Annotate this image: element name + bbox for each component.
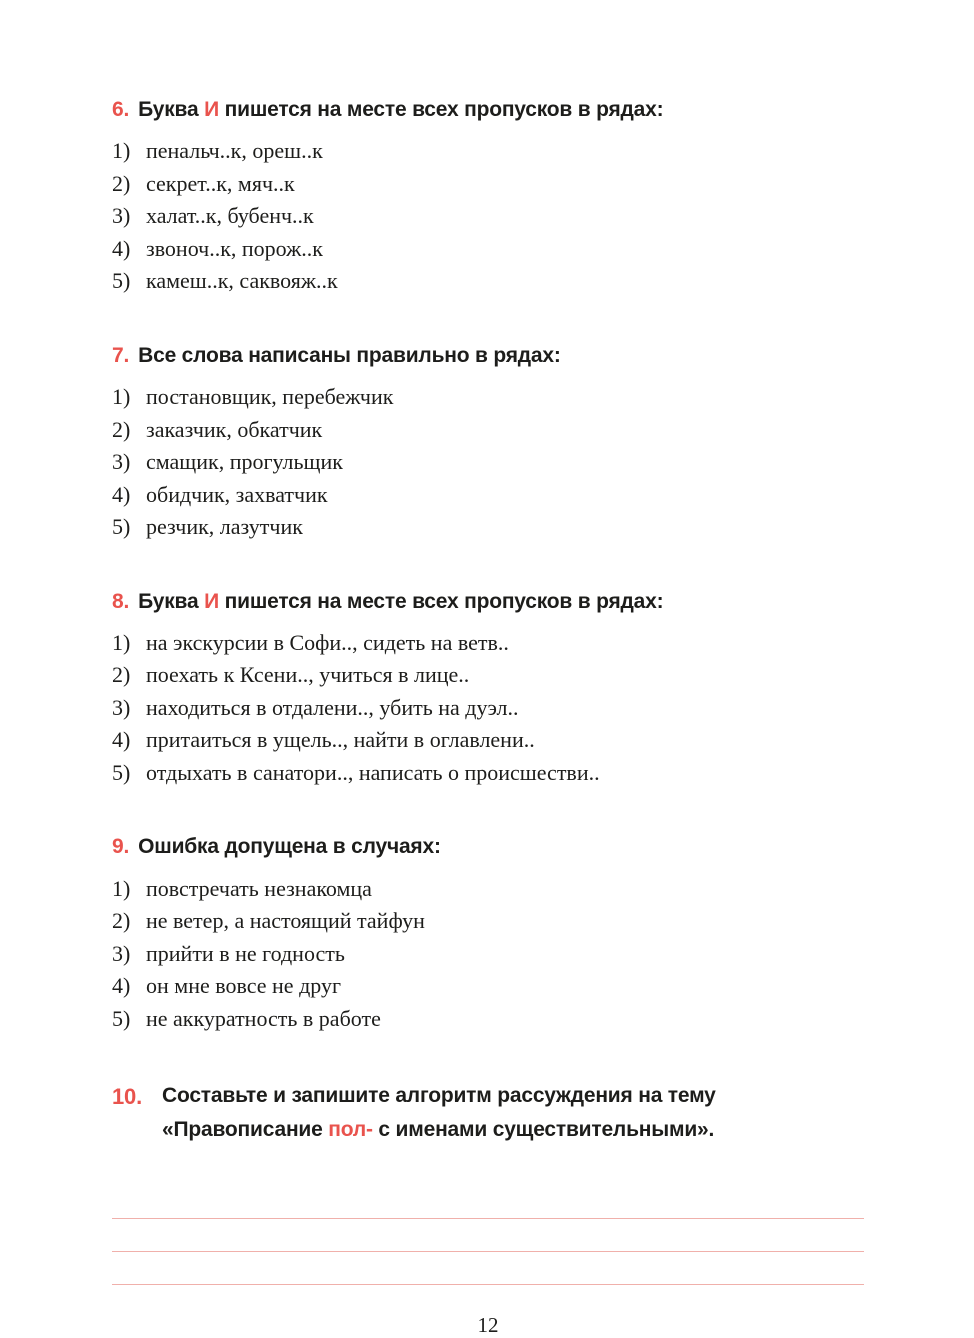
exercise-number: 9. bbox=[112, 835, 130, 859]
list-item bbox=[112, 905, 864, 938]
item-number: 1) bbox=[112, 629, 131, 655]
item-text: не ветер, а настоящий тайфун bbox=[146, 908, 425, 934]
item-text: поехать к Ксени.., учиться в лице.. bbox=[146, 662, 470, 688]
list-item bbox=[112, 659, 864, 692]
exercise-title-accent: И bbox=[204, 98, 219, 121]
list-item bbox=[112, 200, 864, 233]
list-item bbox=[112, 970, 864, 1003]
exercise-heading bbox=[112, 588, 864, 615]
item-number: 4) bbox=[112, 481, 131, 507]
item-text: заказчик, обкатчик bbox=[146, 416, 323, 442]
item-text: повстречать незнакомца bbox=[146, 875, 372, 901]
item-text: не аккуратность в работе bbox=[146, 1005, 381, 1031]
item-text: притаиться в ущель.., найти в оглавлени.. bbox=[146, 727, 535, 753]
list-item bbox=[112, 724, 864, 757]
exercise-items bbox=[112, 873, 864, 1036]
exercise-10 bbox=[112, 1079, 864, 1146]
item-text: обидчик, захватчик bbox=[146, 481, 328, 507]
exercise-title-pre: Буква bbox=[138, 98, 205, 121]
exercise-heading bbox=[112, 1079, 864, 1146]
item-number: 1) bbox=[112, 875, 131, 901]
item-number: 4) bbox=[112, 235, 131, 261]
item-number: 3) bbox=[112, 694, 131, 720]
list-item bbox=[112, 938, 864, 971]
item-text: смащик, прогульщик bbox=[146, 449, 343, 475]
item-number: 3) bbox=[112, 940, 131, 966]
item-text: камеш..к, саквояж..к bbox=[146, 268, 338, 294]
item-number: 2) bbox=[112, 416, 131, 442]
item-number: 5) bbox=[112, 1005, 131, 1031]
exercise-title-pre: Составьте и запишите алгоритм рассуждения на тему «Правописание bbox=[162, 1084, 716, 1141]
item-text: находиться в отдалени.., убить на дуэл.. bbox=[146, 694, 519, 720]
item-number: 3) bbox=[112, 449, 131, 475]
item-text: звоноч..к, порож..к bbox=[146, 235, 323, 261]
exercise-number: 7. bbox=[112, 343, 130, 367]
list-item bbox=[112, 381, 864, 414]
item-text: он мне вовсе не друг bbox=[146, 973, 341, 999]
item-number: 2) bbox=[112, 662, 131, 688]
page-footer bbox=[112, 1313, 864, 1338]
page-number: 12 bbox=[477, 1313, 499, 1338]
exercise-number: 8. bbox=[112, 589, 130, 613]
list-item bbox=[112, 414, 864, 447]
exercise-8 bbox=[112, 588, 864, 790]
list-item bbox=[112, 873, 864, 906]
item-text: прийти в не годность bbox=[146, 940, 345, 966]
item-text: на экскурсии в Софи.., сидеть на ветв.. bbox=[146, 629, 509, 655]
item-text: халат..к, бубенч..к bbox=[146, 203, 314, 229]
answer-line bbox=[112, 1186, 864, 1219]
exercise-title-pre: Буква bbox=[138, 589, 205, 613]
item-number: 4) bbox=[112, 727, 131, 753]
exercise-heading bbox=[112, 342, 864, 369]
list-item bbox=[112, 168, 864, 201]
exercise-title-accent: И bbox=[204, 589, 219, 613]
exercise-items bbox=[112, 381, 864, 544]
item-number: 2) bbox=[112, 908, 131, 934]
item-number: 2) bbox=[112, 170, 131, 196]
exercise-7 bbox=[112, 342, 864, 544]
exercise-number: 10. bbox=[112, 1084, 142, 1110]
item-text: секрет..к, мяч..к bbox=[146, 170, 295, 196]
item-number: 1) bbox=[112, 384, 131, 410]
list-item bbox=[112, 233, 864, 266]
list-item bbox=[112, 479, 864, 512]
item-number: 5) bbox=[112, 268, 131, 294]
exercise-title-pre: Все слова написаны правильно в рядах: bbox=[138, 343, 561, 367]
exercise-6 bbox=[112, 96, 864, 298]
item-number: 1) bbox=[112, 138, 131, 164]
item-number: 5) bbox=[112, 514, 131, 540]
list-item bbox=[112, 135, 864, 168]
answer-line bbox=[112, 1219, 864, 1252]
list-item bbox=[112, 757, 864, 790]
list-item bbox=[112, 1003, 864, 1036]
item-text: постановщик, перебежчик bbox=[146, 384, 394, 410]
exercise-heading bbox=[112, 96, 864, 123]
list-item bbox=[112, 692, 864, 725]
list-item bbox=[112, 446, 864, 479]
exercise-title-post: пишется на месте всех пропусков в рядах: bbox=[218, 98, 664, 121]
list-item bbox=[112, 265, 864, 298]
answer-line bbox=[112, 1252, 864, 1285]
item-text: отдыхать в санатори.., написать о происшестви.. bbox=[146, 759, 600, 785]
list-item bbox=[112, 627, 864, 660]
exercise-heading bbox=[112, 833, 864, 860]
item-text: пенальч..к, ореш..к bbox=[146, 138, 323, 164]
exercise-title-post: пишется на месте всех пропусков в рядах: bbox=[218, 589, 664, 613]
exercise-title-post: с именами существительными». bbox=[372, 1117, 715, 1141]
item-text: резчик, лазутчик bbox=[146, 514, 303, 540]
exercise-9 bbox=[112, 833, 864, 1035]
list-item bbox=[112, 511, 864, 544]
answer-lines bbox=[112, 1186, 864, 1285]
exercise-title-pre: Ошибка допущена в случаях: bbox=[138, 835, 441, 859]
exercise-number: 6. bbox=[112, 98, 130, 121]
exercise-items bbox=[112, 135, 864, 298]
exercise-title-accent: пол- bbox=[328, 1117, 373, 1141]
exercise-task-text bbox=[162, 1079, 864, 1146]
exercise-items bbox=[112, 627, 864, 790]
item-number: 5) bbox=[112, 759, 131, 785]
item-number: 3) bbox=[112, 203, 131, 229]
item-number: 4) bbox=[112, 973, 131, 999]
